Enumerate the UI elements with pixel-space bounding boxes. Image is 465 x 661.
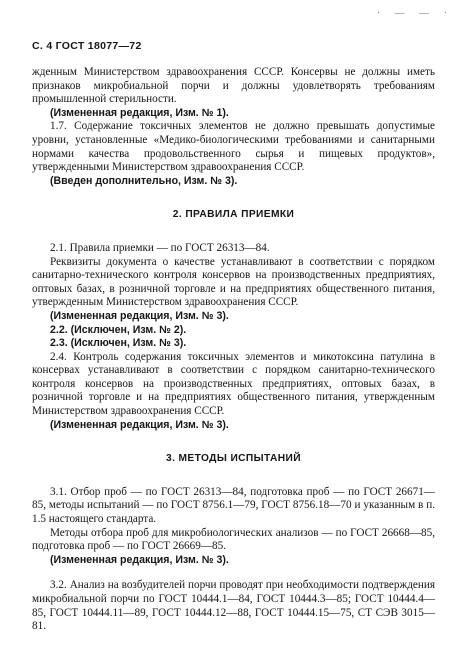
- amendment-note: (Измененная редакция, Изм. № 3).: [50, 553, 229, 566]
- page-header: С. 4 ГОСТ 18077—72: [32, 40, 142, 52]
- document-body: [32, 66, 435, 634]
- paragraph-2-1: 2.1. Правила приемки — по ГОСТ 26313—84.: [50, 241, 270, 254]
- corner-marks: · — — ·: [376, 8, 453, 19]
- paragraph-2-4: 2.4. Контроль содержания токсичных элементов и микотоксина патулина в консервах устанавливают в соответствии с порядком санитарно-технического контроля консервов на производственных предприятиях, оптовых базах, в розничной торговле и на предприятиях общественного питания, утвержденным Министерством здравоохранения СССР.: [32, 350, 435, 418]
- section-heading-2: 2. ПРАВИЛА ПРИЕМКИ: [172, 209, 295, 221]
- paragraph-continuation: жденным Министерством здравоохранения СССР. Консервы не должны иметь признаков микробиальной порчи и должны удовлетворять требованиям промышленной стерильности.: [32, 66, 435, 106]
- excluded-2-3: 2.3. (Исключен, Изм. № 3).: [50, 337, 187, 350]
- section-heading-3: 3. МЕТОДЫ ИСПЫТАНИЙ: [166, 453, 301, 465]
- amendment-note: (Измененная редакция, Изм. № 1).: [50, 106, 229, 119]
- amendment-note: (Введен дополнительно, Изм. № 3).: [50, 174, 238, 187]
- paragraph-1-7: 1.7. Содержание токсичных элементов не должно превышать допустимые уровни, установленные «Медико-биологическими требованиями и санитарными нормами качества продовольственного сырья и пищевых продуктов», утвержденными Министерством здравоохранения СССР.: [32, 120, 435, 174]
- paragraph-3-1: 3.1. Отбор проб — по ГОСТ 26313—84, подготовка проб — по ГОСТ 26671—85, методы испытаний — по ГОСТ 8756.1—79, ГОСТ 8756.18—70 и указанным в п. 1.5 настоящего стандарта.: [32, 485, 435, 526]
- paragraph-sampling-methods: Методы отбора проб для микробиологических анализов — по ГОСТ 26668—85, подготовка проб — по ГОСТ 26669—85.: [32, 526, 435, 553]
- excluded-2-2: 2.2. (Исключен, Изм. № 2).: [50, 323, 187, 336]
- amendment-note: (Измененная редакция, Изм. № 3).: [50, 309, 229, 322]
- paragraph-3-2: 3.2. Анализ на возбудителей порчи проводят при необходимости подтверждения микробиальной порчи по ГОСТ 10444.1—84, ГОСТ 10444.3—85; ГОСТ 10444.4—85, ГОСТ 10444.11—89, ГОСТ 10444.12—88, ГОСТ 10444.15—75, СТ СЭВ 3015—81.: [32, 579, 435, 633]
- paragraph-requisites: Реквизиты документа о качестве устанавливают в соответствии с порядком санитарно-технического контроля консервов на производственных предприятиях, оптовых базах, в розничной торговле и на предприятиях общественного питания, утвержденным Министерством здравоохранения СССР.: [32, 255, 435, 309]
- amendment-note: (Измененная редакция, Изм. № 3).: [50, 418, 229, 431]
